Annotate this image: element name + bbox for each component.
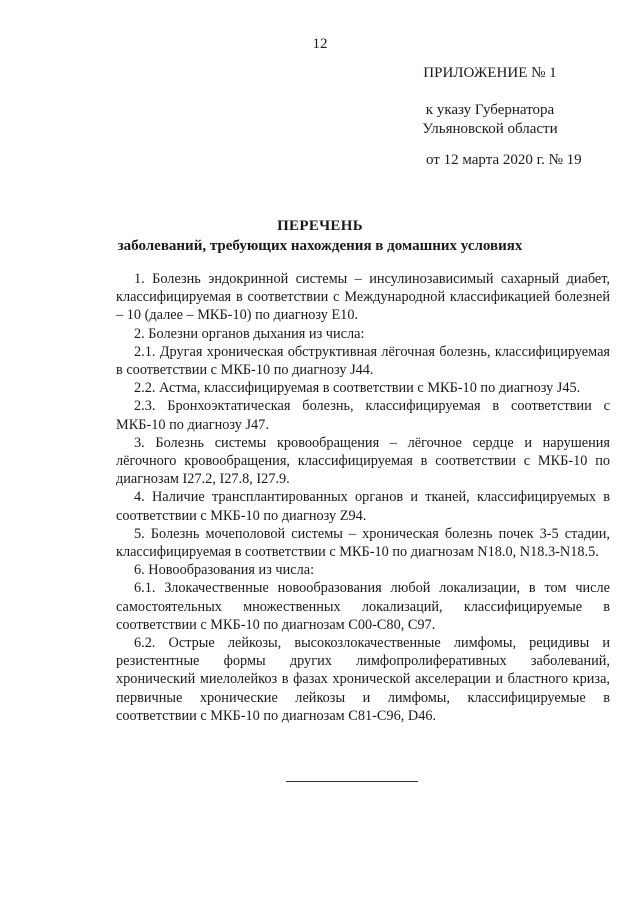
list-item: 3. Болезнь системы кровообращения – лёгочное сердце и нарушения лёгочного кровообращения, классифицируемая в соответствии с МКБ-10 по диагнозам I27.2, I27.8, I27.9. bbox=[116, 434, 610, 488]
list-item: 6.1. Злокачественные новообразования любой локализации, в том числе самостоятельных множественных локализаций, классифицируемые в соответствии с МКБ-10 по диагнозам С00-С80, С97. bbox=[116, 580, 610, 633]
decree-line-2: Ульяновской области bbox=[422, 121, 558, 137]
list-item: 1. Болезнь эндокринной системы – инсулинозависимый сахарный диабет, классифицируемая в соответствии с Международной классификацией болезней – 10 (далее – МКБ-10) по диагнозу Е10. bbox=[116, 271, 610, 324]
list-item: 2.3. Бронхоэктатическая болезнь, классифицируемая в соответствии с МКБ-10 по диагнозу J47. bbox=[116, 398, 610, 433]
document-subtitle: заболеваний, требующих нахождения в домашних условиях bbox=[117, 238, 523, 254]
spacer bbox=[380, 83, 600, 101]
list-item: 2. Болезни органов дыхания из числа: bbox=[134, 325, 365, 342]
list-item: 5. Болезнь мочеполовой системы – хроническая болезнь почек 3-5 стадии, классифицируемая в соответствии с МКБ-10 по диагнозам N18.0, N18.3-N18.5. bbox=[116, 525, 610, 561]
list-item: 4. Наличие трансплантированных органов и тканей, классифицируемых в соответствии с МКБ-10 по диагнозу Z94. bbox=[116, 489, 610, 524]
appendix-label: ПРИЛОЖЕНИЕ № 1 bbox=[423, 65, 557, 81]
decree-date: от 12 марта 2020 г. № 19 bbox=[426, 152, 582, 168]
list-item: 2.2. Астма, классифицируемая в соответствии с МКБ-10 по диагнозу J45. bbox=[134, 380, 581, 397]
list-item: 2.1. Другая хроническая обструктивная лёгочная болезнь, классифицируемая в соответствии с МКБ-10 по диагнозу J44. bbox=[116, 343, 610, 379]
appendix-header bbox=[380, 64, 600, 139]
disease-list bbox=[116, 270, 610, 725]
closing-divider bbox=[286, 781, 418, 782]
list-item: 6.2. Острые лейкозы, высокозлокачественные лимфомы, рецидивы и резистентные формы других лимфопролиферативных заболеваний, хронический миелолейкоз в фазах хронической акселерации и бластного криза, первичные хронические лейкозы и лимфомы, классифицируемые в соответствии с МКБ-10 по диагнозам С81-С96, D46. bbox=[116, 635, 610, 724]
decree-line-1: к указу Губернатора bbox=[425, 102, 555, 118]
page-number: 12 bbox=[312, 36, 328, 52]
list-item: 6. Новообразования из числа: bbox=[134, 562, 315, 579]
document-title: ПЕРЕЧЕНЬ bbox=[277, 218, 363, 234]
